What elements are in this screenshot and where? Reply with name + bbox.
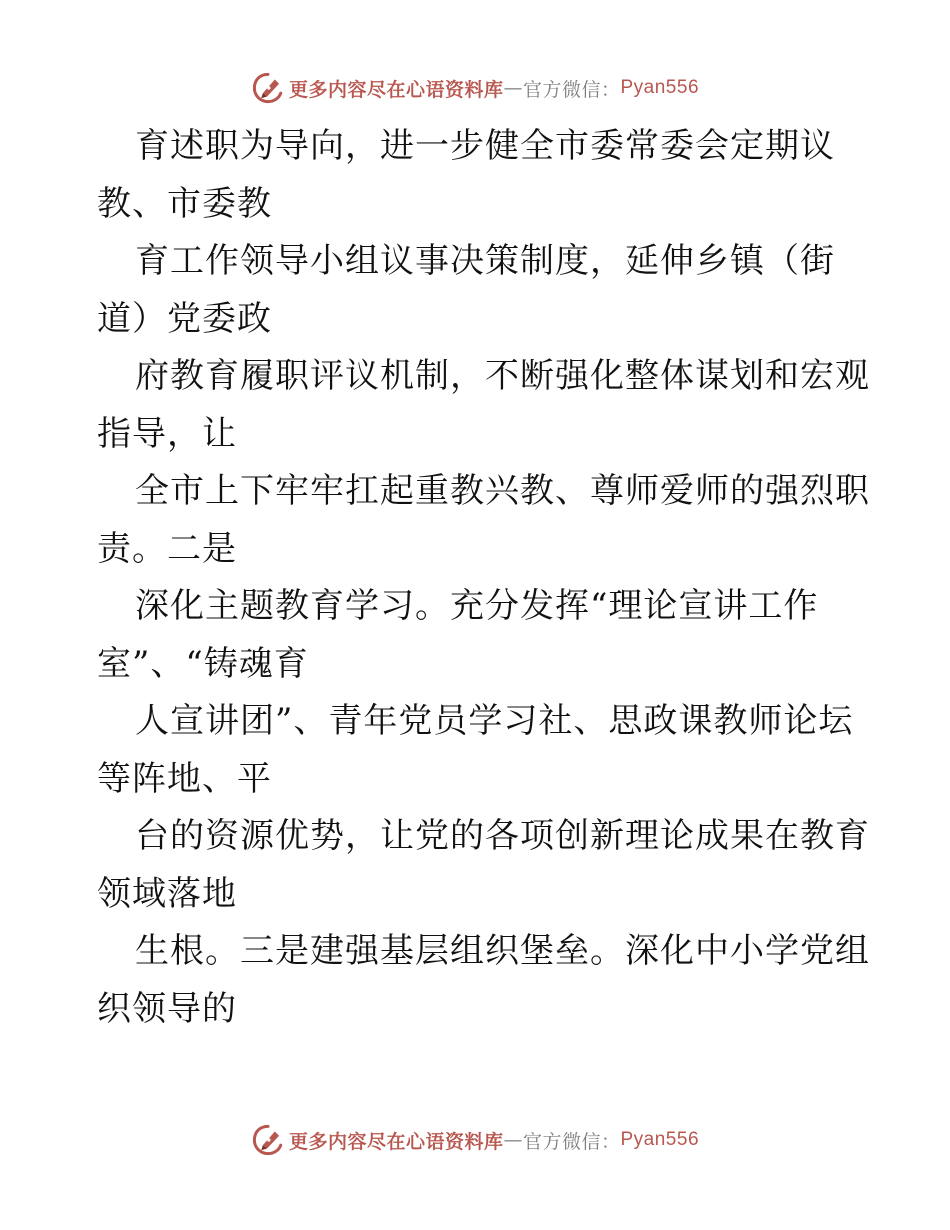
watermark-wechat-id: Pyan556	[620, 77, 700, 98]
text-line: 领域落地	[97, 873, 237, 914]
text-line: 教、市委教	[97, 183, 272, 224]
watermark-wechat-label: 官方微信：	[522, 78, 621, 101]
document-body	[97, 118, 870, 1038]
pen-nib-logo-icon	[251, 1123, 285, 1157]
text-line: 织领导的	[97, 988, 237, 1029]
watermark-site-name: 更多内容尽在心语资料库	[288, 1130, 504, 1153]
text-line: 等阵地、平	[97, 758, 272, 799]
footer-watermark	[0, 1120, 950, 1160]
text-line: 育工作领导小组议事决策制度，延伸乡镇（街	[135, 241, 835, 281]
watermark-site-name: 更多内容尽在心语资料库	[288, 78, 504, 101]
header-watermark	[0, 68, 950, 108]
text-line: 生根。三是建强基层组织堡垒。深化中小学党组	[135, 931, 870, 971]
text-line: 室”、“铸魂育	[97, 643, 309, 684]
text-line: 全市上下牢牢扛起重教兴教、尊师爱师的强烈职	[135, 471, 870, 511]
text-line: 府教育履职评议机制，不断强化整体谋划和宏观	[135, 356, 870, 396]
watermark-dash: —	[503, 1129, 523, 1151]
text-line: 指导，让	[97, 413, 237, 454]
text-line: 道）党委政	[97, 298, 272, 339]
text-line: 责。二是	[97, 528, 237, 569]
pen-nib-logo-icon	[251, 71, 285, 105]
text-line: 人宣讲团”、青年党员学习社、思政课教师论坛	[135, 701, 854, 741]
text-line: 育述职为导向，进一步健全市委常委会定期议	[135, 126, 835, 166]
watermark-dash: —	[503, 77, 523, 99]
watermark-wechat-id: Pyan556	[620, 1129, 700, 1150]
watermark-wechat-label: 官方微信：	[522, 1130, 621, 1153]
text-line: 台的资源优势，让党的各项创新理论成果在教育	[135, 816, 870, 856]
text-line: 深化主题教育学习。充分发挥“理论宣讲工作	[135, 586, 819, 626]
